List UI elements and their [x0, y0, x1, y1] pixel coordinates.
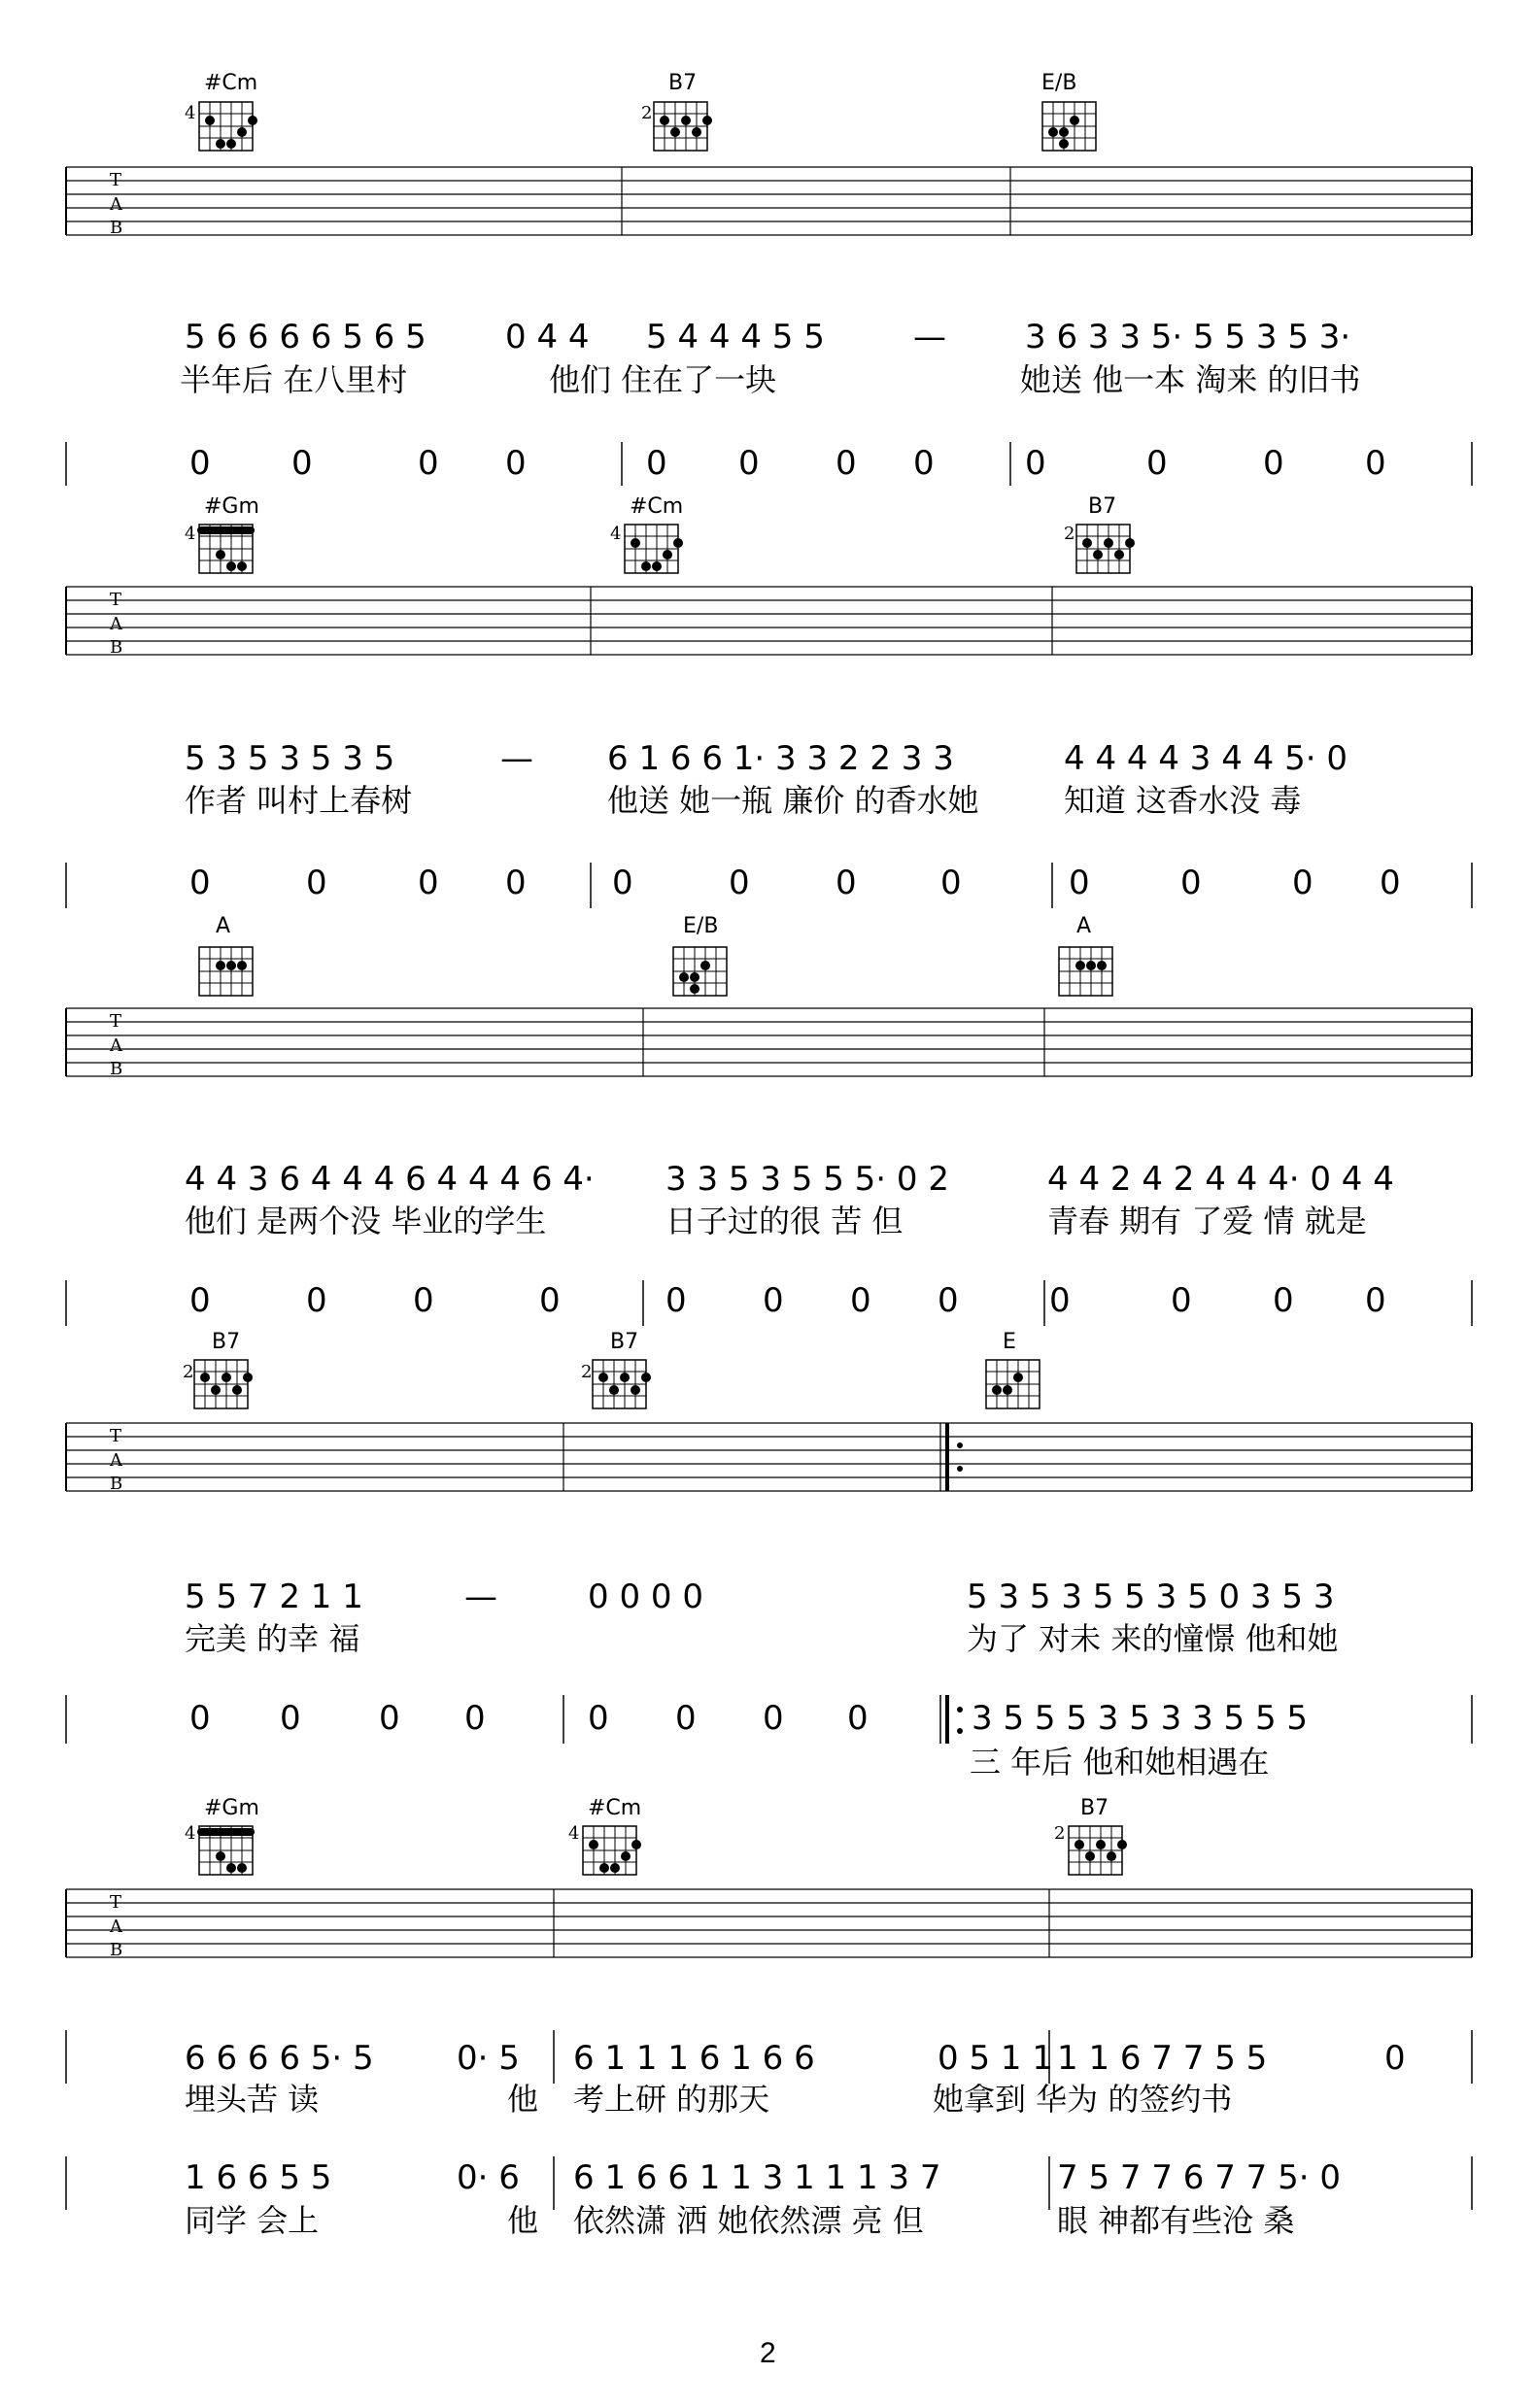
svg-text:0: 0 [539, 1281, 561, 1320]
jianpu-measure-3: 3 6 3 3 5· 5 5 3 5 3· [1025, 318, 1351, 356]
chord-diagram [185, 71, 257, 151]
svg-text:他送 她一瓶 廉价 的香水她: 他送 她一瓶 廉价 的香水她 [607, 782, 979, 819]
svg-text:0: 0 [1146, 444, 1168, 483]
chord-diagram [185, 494, 259, 573]
svg-text:0: 0 [189, 864, 211, 902]
svg-text:0: 0 [464, 1699, 486, 1738]
svg-text:2: 2 [1064, 524, 1075, 544]
svg-text:6 1 1 1 6 1 6 6: 6 1 1 1 6 1 6 6 [573, 2039, 815, 2078]
jianpu-measure-2: 5 4 4 4 5 5 [646, 318, 825, 356]
svg-text:#Gm: #Gm [204, 494, 259, 519]
system-4 [66, 1330, 1472, 1781]
chord-name: B7 [668, 71, 698, 95]
svg-text:0: 0 [836, 864, 857, 902]
svg-text:0: 0 [847, 1699, 869, 1738]
svg-text:A: A [110, 1450, 122, 1471]
svg-text:B7: B7 [1080, 1796, 1109, 1820]
svg-text:1 6 6 5 5: 1 6 6 5 5 [185, 2158, 332, 2197]
jianpu-measure-1: 5 6 6 6 6 5 6 5 [185, 318, 426, 356]
svg-text:0: 0 [1292, 864, 1313, 902]
svg-text:#Cm: #Cm [588, 1796, 642, 1820]
svg-text:0: 0 [938, 1281, 959, 1320]
svg-text:—: — [464, 1577, 497, 1616]
svg-text:A: A [1076, 914, 1092, 938]
lyric-line: 他们 住在了一块 [549, 361, 777, 398]
svg-text:他们 是两个没 毕业的学生: 他们 是两个没 毕业的学生 [185, 1203, 547, 1239]
svg-text:日子过的很 苦 但: 日子过的很 苦 但 [665, 1203, 904, 1239]
svg-text:T: T [110, 590, 122, 610]
system-1 [66, 71, 1472, 486]
lyric-line: 半年后 在八里村 [180, 361, 408, 398]
svg-text:0: 0 [836, 444, 857, 483]
page-number: 2 [760, 2337, 776, 2369]
svg-text:0: 0 [189, 1281, 211, 1320]
svg-text:0: 0 [850, 1281, 871, 1320]
svg-text:为了 对未 来的憧憬 他和她: 为了 对未 来的憧憬 他和她 [967, 1620, 1339, 1657]
svg-text:0: 0 [1025, 444, 1046, 483]
svg-text:A: A [110, 1916, 122, 1937]
svg-text:5 3 5 3 5 5 3 5 0 3 5 3: 5 3 5 3 5 5 3 5 0 3 5 3 [967, 1577, 1335, 1616]
svg-text:E/B: E/B [683, 914, 719, 938]
svg-text:B: B [110, 1474, 123, 1494]
system-3 [66, 914, 1472, 1326]
svg-text:0: 0 [665, 1281, 687, 1320]
svg-text:她拿到 华为 的签约书: 她拿到 华为 的签约书 [933, 2081, 1233, 2118]
svg-text:0: 0 [418, 864, 439, 902]
svg-text:1 1 6 7 7 5 5: 1 1 6 7 7 5 5 [1057, 2039, 1268, 2078]
svg-text:0: 0 [189, 444, 211, 483]
svg-text:2: 2 [1054, 1823, 1066, 1844]
jianpu-measure-1b: 0 4 4 [505, 318, 590, 356]
chord-fret: 4 [185, 103, 196, 123]
svg-text:#Gm: #Gm [204, 1796, 259, 1820]
svg-text:埋头苦 读: 埋头苦 读 [185, 2081, 320, 2118]
system-2 [66, 494, 1472, 908]
svg-text:0: 0 [413, 1281, 434, 1320]
svg-text:0: 0 [1365, 1281, 1386, 1320]
svg-text:依然潇 洒 她依然漂 亮 但: 依然潇 洒 她依然漂 亮 但 [573, 2202, 924, 2239]
chord-diagram [1059, 914, 1112, 996]
svg-text:2: 2 [183, 1362, 194, 1382]
svg-text:A: A [110, 614, 122, 634]
svg-text:0: 0 [418, 444, 439, 483]
chord-diagram [199, 914, 253, 996]
tab-staff [66, 587, 1472, 655]
svg-text:0: 0 [1380, 864, 1401, 902]
chord-diagram [986, 1330, 1040, 1408]
svg-text:B: B [110, 1059, 123, 1079]
bass-row [189, 864, 1401, 902]
svg-text:知道 这香水没 毒: 知道 这香水没 毒 [1064, 782, 1302, 819]
svg-text:0: 0 [505, 864, 527, 902]
svg-text:4: 4 [185, 1823, 196, 1844]
svg-text:B7: B7 [212, 1330, 241, 1354]
svg-text:T: T [110, 1892, 122, 1913]
svg-text:2: 2 [581, 1362, 593, 1382]
svg-text:0· 5: 0· 5 [457, 2039, 520, 2078]
chord-fret: 2 [641, 103, 653, 123]
svg-text:0: 0 [588, 1699, 609, 1738]
svg-text:0: 0 [729, 864, 750, 902]
svg-text:0: 0 [291, 444, 313, 483]
chord-name: E/B [1041, 71, 1077, 95]
svg-text:4: 4 [185, 524, 196, 544]
svg-text:0: 0 [379, 1699, 400, 1738]
svg-text:0: 0 [1384, 2039, 1406, 2078]
chord-diagram [581, 1330, 651, 1408]
svg-text:0: 0 [1171, 1281, 1192, 1320]
tab-letter-b: B [110, 218, 123, 238]
svg-text:B7: B7 [1088, 494, 1117, 519]
svg-text:0: 0 [763, 1281, 784, 1320]
svg-text:0: 0 [505, 444, 527, 483]
svg-text:0: 0 [1273, 1281, 1294, 1320]
svg-text:0 5 1 1: 0 5 1 1 [938, 2039, 1053, 2078]
jianpu-measure: 6 1 6 6 1· 3 3 2 2 3 3 [607, 739, 954, 778]
jianpu-measure: 4 4 4 4 3 4 4 5· 0 [1064, 739, 1347, 778]
svg-text:4 4 2 4 2 4 4 4· 0 4 4: 4 4 2 4 2 4 4 4· 0 4 4 [1047, 1160, 1394, 1199]
svg-text:眼 神都有些沧 桑: 眼 神都有些沧 桑 [1057, 2202, 1295, 2239]
chord-name: #Cm [204, 71, 258, 95]
svg-text:青春 期有 了爱 情 就是: 青春 期有 了爱 情 就是 [1047, 1203, 1367, 1239]
jianpu-rest: — [500, 739, 533, 778]
bass-row [189, 444, 1386, 483]
tab-staff [66, 1423, 1472, 1491]
svg-text:3 3 5 3 5 5 5· 0 2: 3 3 5 3 5 5 5· 0 2 [665, 1160, 949, 1199]
jianpu-measure: 5 3 5 3 5 3 5 [185, 739, 395, 778]
svg-text:0: 0 [1069, 864, 1090, 902]
svg-text:他: 他 [507, 2081, 539, 2118]
svg-text:0: 0 [1049, 1281, 1071, 1320]
svg-text:E: E [1003, 1330, 1016, 1354]
svg-text:B: B [110, 1940, 123, 1960]
chord-diagram [185, 1796, 259, 1875]
chord-diagram [183, 1330, 253, 1408]
svg-text:7 5 7 7 6 7 7 5· 0: 7 5 7 7 6 7 7 5· 0 [1057, 2158, 1341, 2197]
chord-diagram [1054, 1796, 1127, 1875]
chord-diagram [568, 1796, 641, 1875]
svg-text:A: A [216, 914, 231, 938]
svg-text:#Cm: #Cm [630, 494, 684, 519]
svg-text:同学 会上: 同学 会上 [185, 2202, 320, 2239]
svg-text:0: 0 [1365, 444, 1386, 483]
chord-diagram [641, 71, 712, 151]
svg-text:0: 0 [675, 1699, 697, 1738]
bass-row [189, 1281, 1386, 1320]
svg-text:B: B [110, 637, 123, 658]
svg-text:考上研 的那天: 考上研 的那天 [573, 2081, 770, 2118]
svg-text:A: A [110, 1035, 122, 1056]
bass-row [189, 1699, 869, 1738]
svg-text:0· 6: 0· 6 [457, 2158, 520, 2197]
svg-text:6 6 6 6 5· 5: 6 6 6 6 5· 5 [185, 2039, 374, 2078]
svg-text:4 4 3 6 4 4 4 6 4 4 4 6 4·: 4 4 3 6 4 4 4 6 4 4 4 6 4· [185, 1160, 595, 1199]
tab-staff [66, 1008, 1472, 1076]
tab-staff [66, 167, 1472, 235]
chord-diagram [673, 914, 727, 996]
system-5 [66, 1796, 1472, 2239]
jianpu-repeat-line: 3 5 5 5 3 5 3 3 5 5 5 [972, 1699, 1309, 1738]
svg-text:0: 0 [189, 1699, 211, 1738]
svg-text:0: 0 [738, 444, 760, 483]
svg-text:B7: B7 [610, 1330, 639, 1354]
svg-text:他: 他 [507, 2202, 539, 2239]
svg-text:完美 的幸 福: 完美 的幸 福 [185, 1620, 360, 1657]
svg-text:5 5 7 2 1 1: 5 5 7 2 1 1 [185, 1577, 363, 1616]
svg-text:0: 0 [1263, 444, 1284, 483]
svg-text:0: 0 [306, 1281, 327, 1320]
chord-diagram [610, 494, 683, 573]
svg-text:0: 0 [913, 444, 935, 483]
tab-letter-a: A [110, 194, 122, 215]
svg-text:0: 0 [280, 1699, 301, 1738]
tab-staff [66, 1889, 1472, 1957]
chord-diagram [1041, 71, 1096, 151]
tab-letter-t: T [110, 170, 122, 190]
svg-text:4: 4 [568, 1823, 580, 1844]
lyric-line: 她送 他一本 淘来 的旧书 [1020, 361, 1361, 398]
svg-text:6 1 6 6 1 1 3 1 1 1 3 7: 6 1 6 6 1 1 3 1 1 1 3 7 [573, 2158, 941, 2197]
svg-text:作者 叫村上春树: 作者 叫村上春树 [185, 782, 413, 819]
svg-text:0: 0 [940, 864, 962, 902]
svg-text:0 0 0 0: 0 0 0 0 [588, 1577, 703, 1616]
svg-text:0: 0 [1180, 864, 1202, 902]
svg-text:T: T [110, 1426, 122, 1446]
svg-text:T: T [110, 1011, 122, 1032]
jianpu-rest: — [913, 318, 946, 356]
svg-text:0: 0 [646, 444, 667, 483]
svg-text:三 年后 他和她相遇在: 三 年后 他和她相遇在 [970, 1744, 1270, 1781]
svg-text:0: 0 [763, 1699, 784, 1738]
svg-text:0: 0 [612, 864, 633, 902]
svg-text:4: 4 [610, 524, 622, 544]
chord-diagram [1064, 494, 1135, 573]
svg-text:0: 0 [306, 864, 327, 902]
